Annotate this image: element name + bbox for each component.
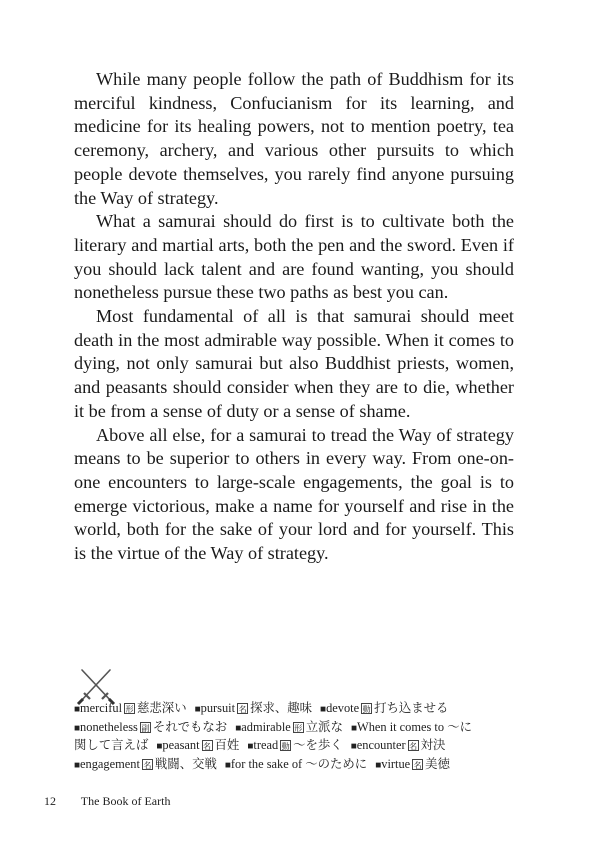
- vocabulary-glossary: [74, 700, 524, 774]
- glossary-translation: ～を歩く: [293, 738, 343, 752]
- glossary-entry: [351, 738, 446, 752]
- glossary-translation: 慈悲深い: [137, 701, 187, 715]
- glossary-line: [74, 756, 524, 775]
- glossary-entry: [74, 701, 187, 715]
- glossary-translation: 美徳: [425, 756, 450, 771]
- part-of-speech-badge: 形: [294, 723, 303, 733]
- glossary-entry: [225, 757, 367, 771]
- glossary-translation: 探求、趣味: [250, 701, 313, 715]
- glossary-term: encounter: [356, 738, 406, 752]
- glossary-term: virtue: [381, 756, 411, 771]
- part-of-speech-badge: 副: [141, 723, 150, 733]
- bullet-square: ■: [350, 722, 358, 734]
- glossary-line: [74, 700, 524, 719]
- glossary-translation: 対決: [420, 738, 446, 752]
- glossary-term: devote: [326, 701, 360, 715]
- glossary-term: peasant: [162, 738, 200, 752]
- glossary-translation: 戦闘、交戦: [154, 756, 217, 771]
- glossary-term: merciful: [80, 701, 123, 715]
- bullet-square: ■: [74, 759, 81, 771]
- glossary-term: tread: [253, 738, 279, 752]
- glossary-entry: [156, 738, 239, 752]
- bullet-square: ■: [224, 759, 231, 771]
- part-of-speech-badge: 名: [409, 742, 418, 751]
- bullet-square: ■: [74, 722, 81, 734]
- glossary-entry: [375, 757, 450, 771]
- glossary-translation: 百姓: [214, 738, 240, 752]
- glossary-translation: 打ち込ませる: [374, 701, 449, 715]
- bullet-square: ■: [74, 704, 81, 715]
- glossary-translation: 関して言えば: [74, 738, 149, 752]
- glossary-term: admirable: [241, 719, 291, 734]
- glossary-term: nonetheless: [80, 719, 138, 734]
- part-of-speech-badge: 名: [238, 705, 247, 714]
- glossary-entry: [247, 738, 342, 752]
- paragraph-1: While many people follow the path of Buddhism for its merciful kindness, Confucianism for its learning, and medicine for its healing powers, not to mention poetry, tea ceremony, archery, and various other pursuits to which people devote themselves, you rarely find anyone pursuing the Way of strategy.: [74, 69, 514, 208]
- glossary-translation: ～のために: [305, 756, 368, 771]
- page-number: 12: [44, 794, 56, 808]
- bullet-square: ■: [194, 704, 201, 715]
- bullet-square: ■: [375, 759, 382, 771]
- glossary-entry: [74, 738, 148, 752]
- glossary-term: pursuit: [200, 701, 236, 715]
- part-of-speech-badge: 名: [143, 760, 152, 770]
- glossary-entry: [235, 720, 343, 734]
- glossary-line: [74, 737, 524, 756]
- page-footer: [44, 794, 170, 809]
- bullet-square: ■: [247, 741, 254, 752]
- part-of-speech-badge: 動: [281, 742, 290, 751]
- paragraph-4: Above all else, for a samurai to tread the Way of strategy means to be superior to others in every way. From one-on-one encounters to large-scale engagements, the goal is to emerge victorious, make a name for yourself and rise in the world, both for the sake of your lord and for yourself. This is the virtue of the Way of strategy.: [74, 424, 514, 564]
- bullet-square: ■: [235, 722, 242, 734]
- glossary-entry: [195, 701, 312, 715]
- glossary-entry: [351, 720, 472, 734]
- part-of-speech-badge: 動: [362, 705, 371, 714]
- bullet-square: ■: [320, 704, 327, 715]
- paragraph-3: Most fundamental of all is that samurai should meet death in the most admirable way possible. When it comes to dying, not only samurai but also Buddhist priests, women, and peasants should consider when they are to die, whether it be from a sense of duty or a sense of shame.: [74, 306, 514, 421]
- glossary-entry: [74, 720, 227, 734]
- part-of-speech-badge: 形: [125, 705, 134, 714]
- glossary-term: for the sake of: [230, 756, 303, 771]
- glossary-entry: [74, 757, 217, 771]
- book-title: The Book of Earth: [80, 794, 171, 808]
- part-of-speech-badge: 名: [413, 760, 422, 770]
- glossary-term: engagement: [80, 756, 140, 771]
- glossary-translation: それでもなお: [152, 719, 228, 734]
- glossary-line: [74, 719, 524, 738]
- main-text: [74, 68, 514, 566]
- paragraph-2: What a samurai should do first is to cultivate both the literary and martial arts, both the pen and the sword. Even if you should lack talent and are found wanting, you should nonetheless pursue these two paths as best you can.: [74, 211, 514, 303]
- bullet-square: ■: [156, 741, 163, 752]
- glossary-translation: ～に: [447, 719, 472, 734]
- glossary-entry: [320, 701, 448, 715]
- part-of-speech-badge: 名: [203, 742, 212, 751]
- bullet-square: ■: [350, 741, 357, 752]
- glossary-term: When it comes to: [357, 719, 445, 734]
- glossary-translation: 立派な: [305, 719, 343, 734]
